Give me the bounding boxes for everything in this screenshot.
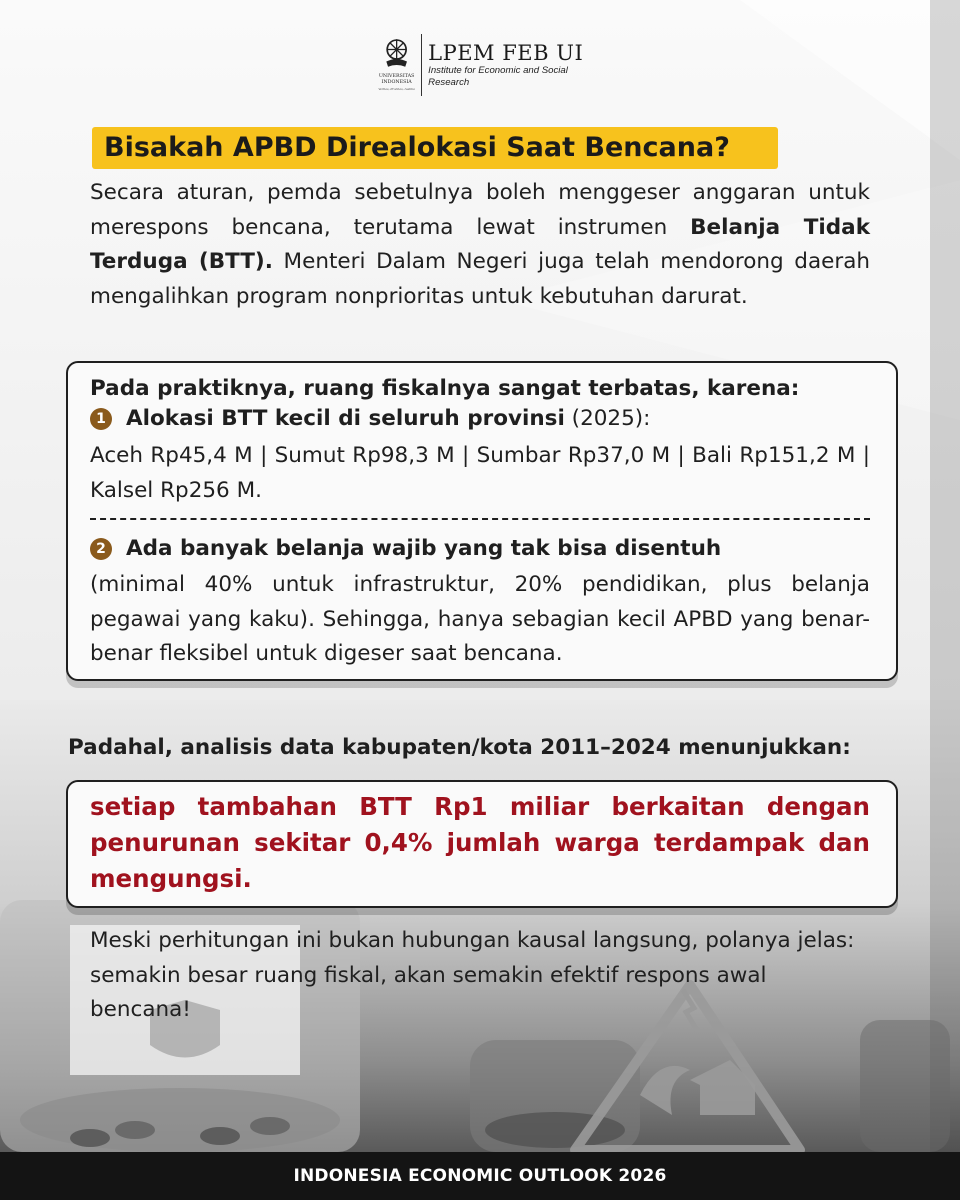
page-title: Bisakah APBD Direalokasi Saat Bencana?	[104, 132, 730, 163]
intro-bold-term: Belanja Tidak Terduga (BTT).	[90, 214, 870, 274]
point-body-2: (minimal 40% untuk infrastruktur, 20% pendidikan, plus belanja pegawai yang kaku). Sehingga, hanya sebagian kecil APBD yang benar-benar fleksibel untuk digeser saat bencana.	[90, 572, 870, 666]
intro-text-after: Menteri Dalam Negeri juga telah mendorong daerah mengalihkan program nonprioritas untuk kebutuhan darurat.	[90, 249, 871, 309]
organization-logo	[376, 30, 586, 100]
constraint-point-2	[90, 532, 870, 566]
svg-text:Veritas, Probitas, Iustitia: Veritas, Probitas, Iustitia	[378, 86, 415, 91]
point-title-2: Ada banyak belanja wajib yang tak bisa disentuh	[126, 536, 722, 561]
number-badge-1: 1	[90, 408, 112, 430]
finding-text: setiap tambahan BTT Rp1 miliar berkaitan dengan penurunan sekitar 0,4% jumlah warga terdampak dan mengungsi.	[90, 792, 870, 893]
logo-divider	[421, 34, 422, 96]
logo-text	[428, 41, 586, 89]
svg-text:INDONESIA: INDONESIA	[381, 80, 412, 86]
dashed-divider	[90, 518, 870, 520]
point-body-1: Aceh Rp45,4 M | Sumut Rp98,3 M | Sumbar Rp37,0 M | Bali Rp151,2 M | Kalsel Rp256 M.	[90, 443, 870, 503]
org-name: LPEM FEB UI	[428, 41, 584, 65]
constraints-heading: Pada praktiknya, ruang fiskalnya sangat terbatas, karena:	[90, 376, 800, 401]
university-emblem-icon	[376, 31, 417, 99]
constraint-point-1	[90, 402, 870, 436]
footer-bar	[0, 1152, 960, 1200]
analysis-lead: Padahal, analisis data kabupaten/kota 2011–2024 menunjukkan:	[68, 735, 851, 760]
intro-paragraph	[90, 176, 870, 314]
point-title-1: Alokasi BTT kecil di seluruh provinsi (2025):	[126, 406, 651, 431]
number-badge-2: 2	[90, 538, 112, 560]
intro-text-before: Secara aturan, pemda sebetulnya boleh menggeser anggaran untuk merespons bencana, terutama lewat instrumen	[90, 180, 870, 240]
svg-text:UNIVERSITAS: UNIVERSITAS	[378, 74, 415, 80]
footer-text: INDONESIA ECONOMIC OUTLOOK 2026	[293, 1166, 667, 1186]
closing-paragraph: Meski perhitungan ini bukan hubungan kausal langsung, polanya jelas: semakin besar ruang fiskal, akan semakin efektif respons awal bencana!	[90, 928, 855, 1022]
org-subtitle: Institute for Economic and Social Research	[428, 65, 568, 88]
